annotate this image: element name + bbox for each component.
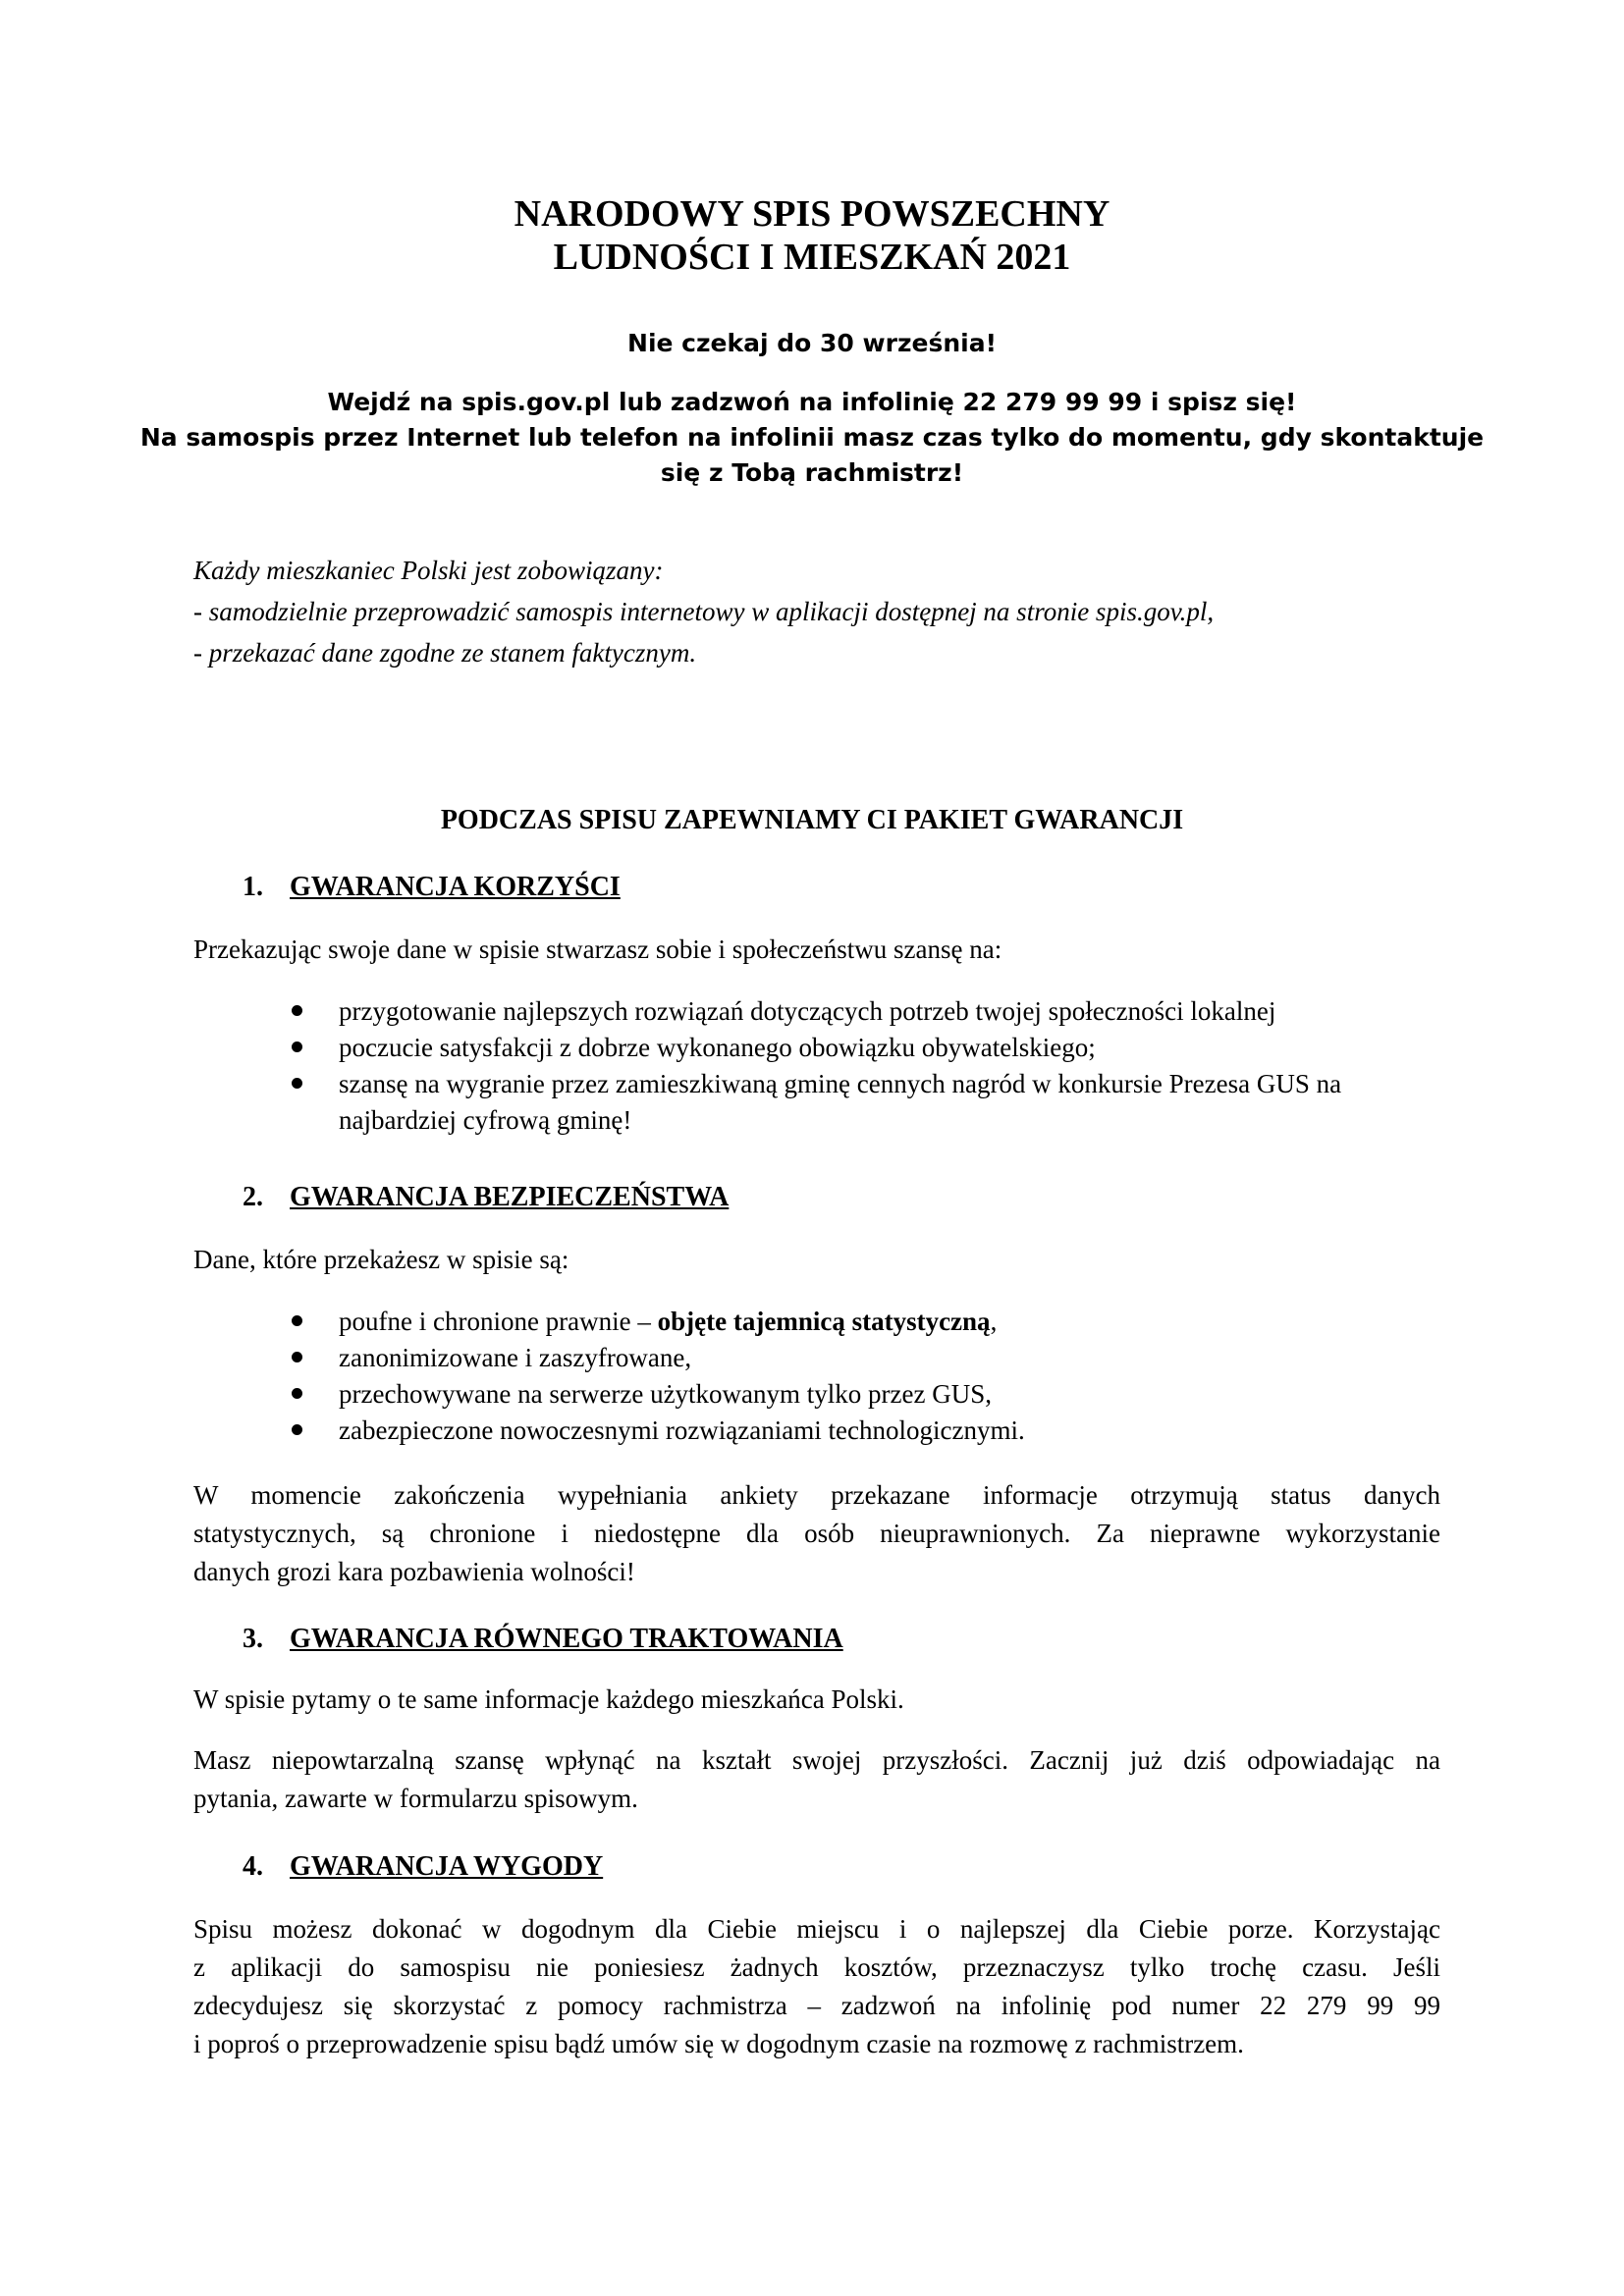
document-title-line1: NARODOWY SPIS POWSZECHNY <box>514 193 1110 235</box>
section-3-paragraph-1: W spisie pytamy o te same informacje każdego mieszkańca Polski. <box>193 1684 904 1714</box>
bullet-icon <box>292 1315 302 1326</box>
list-item: zabezpieczone nowoczesnymi rozwiązaniami technologicznymi. <box>292 1413 1440 1449</box>
obligation-item-2: - przekazać dane zgodne ze stanem faktycznym. <box>193 638 697 667</box>
section-1-lead: Przekazując swoje dane w spisie stwarzasz sobie i społeczeństwu szansę na: <box>193 934 1002 964</box>
guarantees-heading: PODCZAS SPISU ZAPEWNIAMY CI PAKIET GWARANCJI <box>440 805 1184 835</box>
list-item: zanonimizowane i zaszyfrowane, <box>292 1340 1440 1376</box>
bullet-icon <box>292 1388 302 1399</box>
list-item: szansę na wygranie przez zamieszkiwaną gminę cennych nagród w konkursie Prezesa GUS na najbardziej cyfrową gminę! <box>292 1066 1440 1139</box>
bullet-icon <box>292 1041 302 1052</box>
list-item: przygotowanie najlepszych rozwiązań dotyczących potrzeb twojej społeczności lokalnej <box>292 993 1440 1030</box>
cta-line-3: się z Tobą rachmistrz! <box>660 458 964 487</box>
bullet-icon <box>292 1005 302 1016</box>
section-2-heading <box>243 1180 729 1215</box>
bullet-icon <box>292 1078 302 1089</box>
section-4-paragraph: Spisu możesz dokonać w dogodnym dla Ciebie miejscu i o najlepszej dla Ciebie porze. Korzystając z aplikacji do samospisu nie poniesiesz żadnych kosztów, przeznaczysz tylko trochę czasu. Jeśli zdecydujesz się skorzystać z pomocy rachmistrza – zadzwoń na infolinię pod numer 22 279 99 99 i poproś o przeprowadzenie spisu bądź umów się w dogodnym czasie na rozmowę z rachmistrzem. <box>193 1914 1440 2058</box>
section-2-paragraph: W momencie zakończenia wypełniania ankiety przekazane informacje otrzymują status danych statystycznych, są chronione i niedostępne dla osób nieuprawnionych. Za nieprawne wykorzystanie danych grozi kara pozbawienia wolności! <box>193 1480 1440 1586</box>
section-3-title: GWARANCJA RÓWNEGO TRAKTOWANIA <box>290 1624 843 1654</box>
section-3-paragraph-2: Masz niepowtarzalną szansę wpłynąć na kształt swojej przyszłości. Zacznij już dziś odpowiadając na pytania, zawarte w formularzu spisowym. <box>193 1745 1440 1813</box>
list-item: przechowywane na serwerze użytkowanym tylko przez GUS, <box>292 1376 1440 1413</box>
obligation-lead: Każdy mieszkaniec Polski jest zobowiązany: <box>193 556 664 585</box>
section-3-number: 3. <box>243 1624 263 1654</box>
obligation-intro <box>193 550 1440 673</box>
section-4-number: 4. <box>243 1851 263 1882</box>
section-1-title: GWARANCJA KORZYŚCI <box>290 872 621 902</box>
bullet-icon <box>292 1424 302 1435</box>
section-1-heading <box>243 870 621 905</box>
list-item: poufne i chronione prawnie – objęte tajemnicą statystyczną, <box>292 1304 1440 1340</box>
list-item: poczucie satysfakcji z dobrze wykonanego obowiązku obywatelskiego; <box>292 1030 1440 1066</box>
obligation-item-1: - samodzielnie przeprowadzić samospis internetowy w aplikacji dostępnej na stronie spis.gov.pl, <box>193 597 1215 626</box>
emphasis-text: objęte tajemnicą statystyczną <box>657 1307 991 1336</box>
bullet-icon <box>292 1352 302 1362</box>
cta-line-1: Wejdź na spis.gov.pl lub zadzwoń na infolinię 22 279 99 99 i spisz się! <box>327 388 1297 416</box>
section-2-lead: Dane, które przekażesz w spisie są: <box>193 1245 569 1274</box>
deadline-notice: Nie czekaj do 30 września! <box>627 329 997 357</box>
section-1-bullet-list <box>292 993 1440 1139</box>
document-title-line2: LUDNOŚCI I MIESZKAŃ 2021 <box>553 237 1071 278</box>
section-4-title: GWARANCJA WYGODY <box>290 1851 604 1882</box>
section-3-heading <box>243 1622 843 1657</box>
section-2-number: 2. <box>243 1182 263 1212</box>
section-4-heading <box>243 1849 603 1885</box>
section-1-number: 1. <box>243 872 263 902</box>
section-2-bullet-list <box>292 1304 1440 1449</box>
cta-line-2: Na samospis przez Internet lub telefon na infolinii masz czas tylko do momentu, gdy skontaktuje <box>139 423 1485 452</box>
section-2-title: GWARANCJA BEZPIECZEŃSTWA <box>290 1182 730 1212</box>
